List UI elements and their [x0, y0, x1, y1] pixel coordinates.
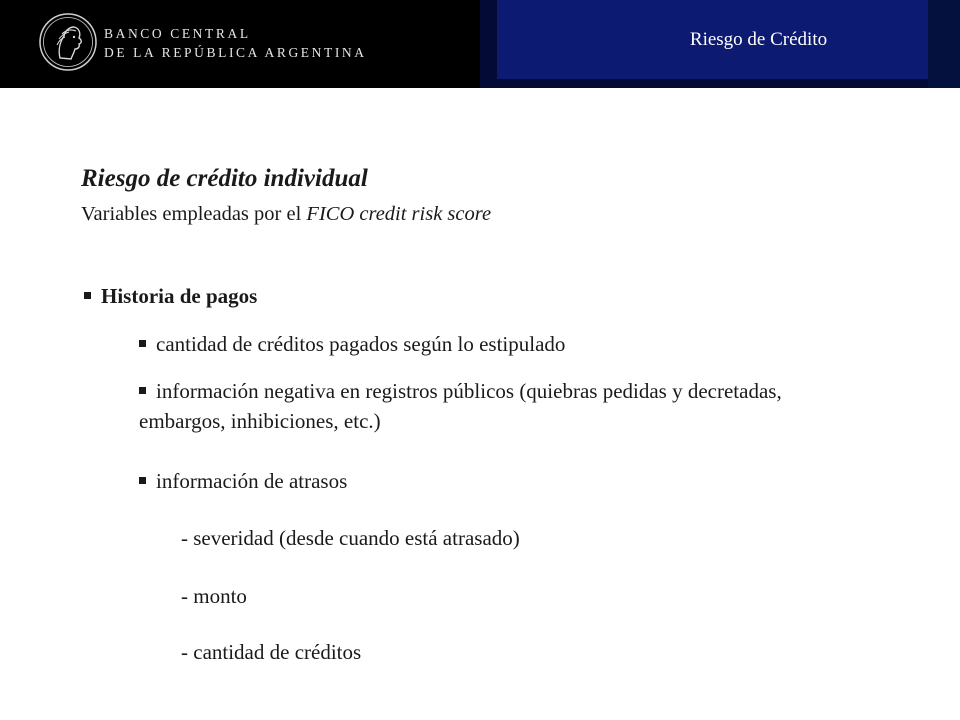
section-title-box [497, 0, 928, 79]
slide-heading: Riesgo de crédito individual [81, 165, 368, 192]
bullet-main-text: Historia de pagos [101, 284, 258, 308]
bullet-main [84, 284, 257, 309]
square-bullet-icon [139, 477, 146, 484]
sub-bullet [139, 329, 839, 359]
square-bullet-icon [84, 292, 91, 299]
sub-bullet-text: información negativa en registros públicos (quiebras pedidas y decretadas, embargos, inhibiciones, etc.) [139, 379, 782, 433]
logo-panel [0, 0, 480, 88]
section-title: Riesgo de Crédito [689, 28, 828, 50]
institution-line-1: BANCO CENTRAL [104, 26, 251, 41]
slide-subheading [81, 203, 491, 226]
sub-bullet [139, 376, 839, 436]
subheading-italic: FICO credit risk score [306, 203, 492, 225]
sub-bullet-text: cantidad de créditos pagados según lo estipulado [156, 332, 566, 356]
sub-bullet-text: información de atrasos [156, 469, 348, 493]
detail-item: - monto [181, 584, 247, 608]
detail-item: - severidad (desde cuando está atrasado) [181, 526, 520, 550]
detail-item: - cantidad de créditos [181, 640, 362, 664]
institution-line-2: DE LA REPÚBLICA ARGENTINA [104, 45, 367, 60]
bank-seal-icon [38, 12, 98, 72]
square-bullet-icon [139, 387, 146, 394]
sub-bullet [139, 466, 839, 496]
square-bullet-icon [139, 340, 146, 347]
header-right-strip [928, 0, 960, 88]
subheading-text: Variables empleadas por el [81, 203, 307, 225]
institution-name [104, 24, 367, 62]
